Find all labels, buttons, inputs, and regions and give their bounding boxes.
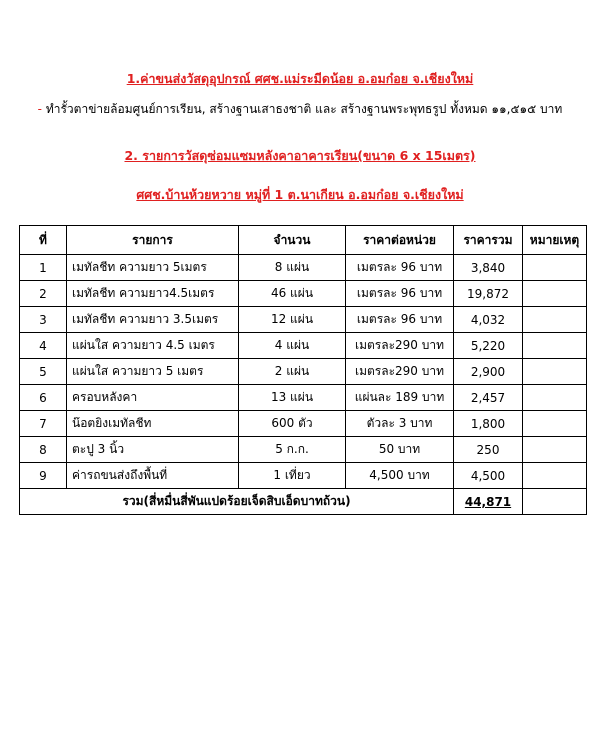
table-row — [20, 359, 587, 385]
header-unit-price: ราคาต่อหน่วย — [346, 226, 454, 255]
header-remarks: หมายเหตุ — [523, 226, 587, 255]
row-remarks — [523, 307, 587, 333]
row-total: 4,032 — [454, 307, 523, 333]
table-row — [20, 307, 587, 333]
row-unit-price: ตัวละ 3 บาท — [346, 411, 454, 437]
row-unit-price: เมตรละ 96 บาท — [346, 281, 454, 307]
total-remarks — [523, 489, 587, 515]
row-remarks — [523, 333, 587, 359]
row-item: ตะปู 3 นิ้ว — [67, 437, 239, 463]
row-remarks — [523, 281, 587, 307]
row-unit-price: เมตรละ290 บาท — [346, 359, 454, 385]
row-quantity: 2 แผ่น — [239, 359, 346, 385]
row-no: 7 — [20, 411, 67, 437]
row-unit-price: 50 บาท — [346, 437, 454, 463]
header-quantity: จำนวน — [239, 226, 346, 255]
note-text: ทำรั้วตาข่ายล้อมศูนย์การเรียน, สร้างฐานเสาธงชาติ และ สร้างฐานพระพุทธรูป ทั้งหมด ๑๑,๕๑๕ บาท — [45, 102, 563, 116]
note-line — [0, 100, 600, 119]
row-no: 5 — [20, 359, 67, 385]
table-row — [20, 437, 587, 463]
heading-school-location: ศศช.บ้านห้วยหวาย หมู่ที่ 1 ต.นาเกียน อ.อมก๋อย จ.เชียงใหม่ — [136, 187, 464, 202]
total-value: 44,871 — [454, 489, 523, 515]
header-item: รายการ — [67, 226, 239, 255]
row-item: เมทัลชีท ความยาว 5เมตร — [67, 255, 239, 281]
row-no: 9 — [20, 463, 67, 489]
table-row — [20, 463, 587, 489]
row-item: แผ่นใส ความยาว 4.5 เมตร — [67, 333, 239, 359]
row-no: 8 — [20, 437, 67, 463]
row-quantity: 1 เที่ยว — [239, 463, 346, 489]
row-total: 2,457 — [454, 385, 523, 411]
row-item: ค่ารถขนส่งถึงพื้นที่ — [67, 463, 239, 489]
row-item: เมทัลชีท ความยาว4.5เมตร — [67, 281, 239, 307]
row-total: 2,900 — [454, 359, 523, 385]
row-remarks — [523, 437, 587, 463]
row-total: 19,872 — [454, 281, 523, 307]
row-no: 3 — [20, 307, 67, 333]
row-quantity: 46 แผ่น — [239, 281, 346, 307]
row-quantity: 12 แผ่น — [239, 307, 346, 333]
row-remarks — [523, 359, 587, 385]
row-no: 2 — [20, 281, 67, 307]
row-total: 3,840 — [454, 255, 523, 281]
table-row — [20, 255, 587, 281]
row-item: เมทัลชีท ความยาว 3.5เมตร — [67, 307, 239, 333]
table-row — [20, 281, 587, 307]
header-total-price: ราคารวม — [454, 226, 523, 255]
note-dash: - — [37, 102, 42, 116]
table-row — [20, 333, 587, 359]
row-quantity: 5 ก.ก. — [239, 437, 346, 463]
row-unit-price: เมตรละ 96 บาท — [346, 307, 454, 333]
row-quantity: 8 แผ่น — [239, 255, 346, 281]
row-quantity: 600 ตัว — [239, 411, 346, 437]
row-remarks — [523, 463, 587, 489]
row-total: 4,500 — [454, 463, 523, 489]
row-total: 5,220 — [454, 333, 523, 359]
row-unit-price: แผ่นละ 189 บาท — [346, 385, 454, 411]
row-quantity: 13 แผ่น — [239, 385, 346, 411]
row-item: ครอบหลังคา — [67, 385, 239, 411]
row-unit-price: เมตรละ290 บาท — [346, 333, 454, 359]
row-item: แผ่นใส ความยาว 5 เมตร — [67, 359, 239, 385]
table-header-row — [20, 226, 587, 255]
row-no: 4 — [20, 333, 67, 359]
row-total: 250 — [454, 437, 523, 463]
row-quantity: 4 แผ่น — [239, 333, 346, 359]
heading-transport-cost: 1.ค่าขนส่งวัสดุอุปกรณ์ ศศช.แม่ระมีดน้อย อ.อมก๋อย จ.เชียงใหม่ — [126, 71, 474, 86]
total-label: รวม(สี่หมื่นสี่พันแปดร้อยเจ็ดสิบเอ็ดบาทถ้วน) — [20, 489, 454, 515]
row-no: 1 — [20, 255, 67, 281]
row-unit-price: 4,500 บาท — [346, 463, 454, 489]
row-remarks — [523, 411, 587, 437]
row-remarks — [523, 255, 587, 281]
table-row — [20, 411, 587, 437]
table-total-row — [20, 489, 587, 515]
row-remarks — [523, 385, 587, 411]
row-item: น๊อตยิงเมทัลชีท — [67, 411, 239, 437]
table-row — [20, 385, 587, 411]
row-unit-price: เมตรละ 96 บาท — [346, 255, 454, 281]
heading-roof-repair-materials: 2. รายการวัสดุซ่อมแซมหลังคาอาคารเรียน(ขนาด 6 x 15เมตร) — [124, 148, 476, 163]
materials-table — [19, 225, 587, 515]
row-total: 1,800 — [454, 411, 523, 437]
header-no: ที่ — [20, 226, 67, 255]
row-no: 6 — [20, 385, 67, 411]
